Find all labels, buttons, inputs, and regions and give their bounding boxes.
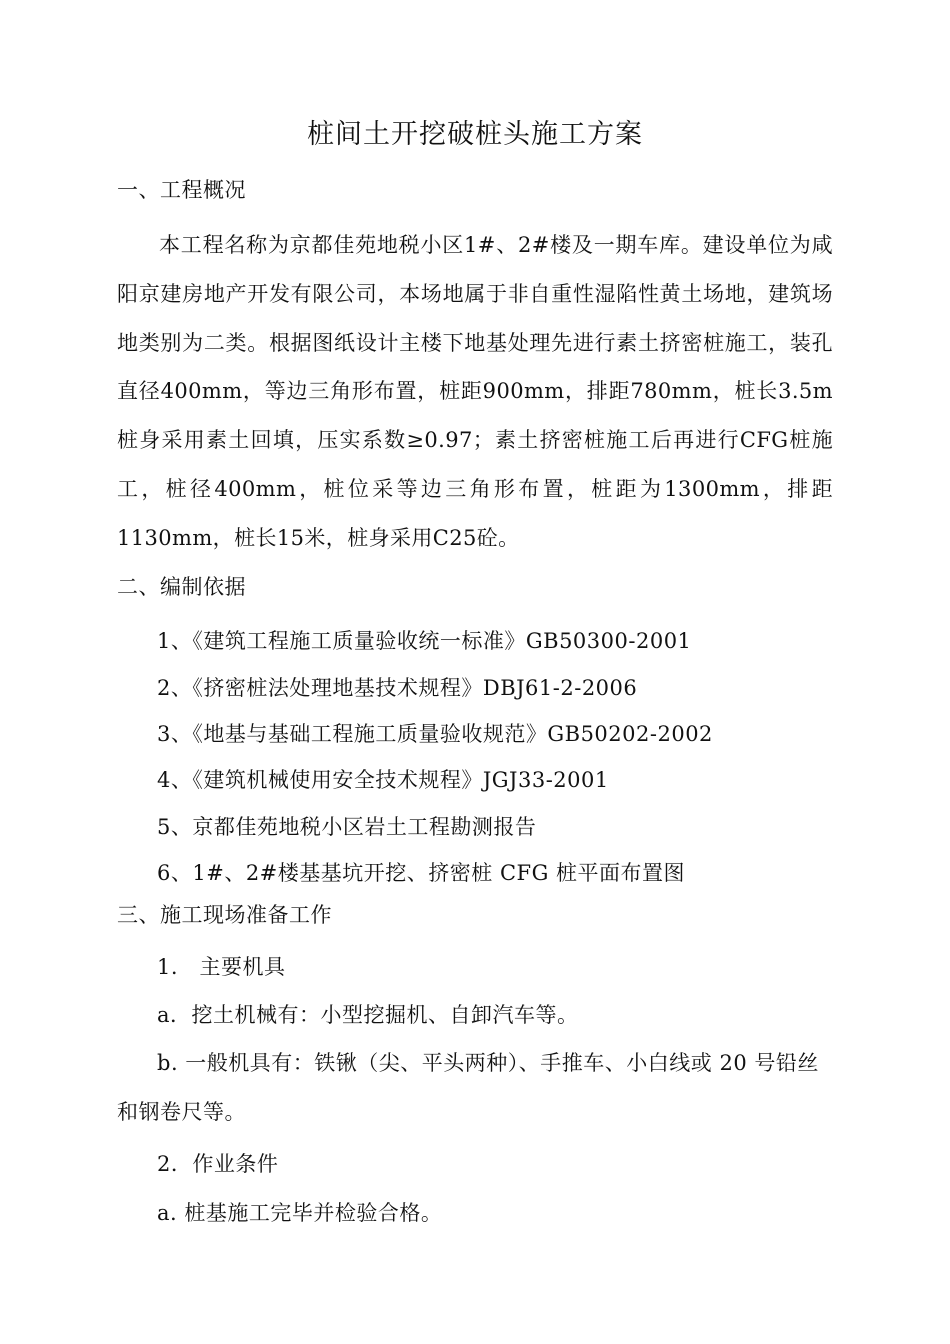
basis-item-6: 6、1#、2#楼基基坑开挖、挤密桩 CFG 桩平面布置图 bbox=[157, 861, 686, 885]
section-heading-overview: 一、工程概况 bbox=[117, 178, 246, 202]
section-heading-preparation: 三、施工现场准备工作 bbox=[117, 903, 332, 927]
equipment-item-a: a．挖土机械有：小型挖掘机、自卸汽车等。 bbox=[157, 1003, 579, 1027]
basis-item-4: 4、《建筑机械使用安全技术规程》JGJ33-2001 bbox=[157, 768, 609, 792]
subheading-work-conditions: 2．作业条件 bbox=[157, 1152, 279, 1176]
equipment-item-b-continued: 和钢卷尺等。 bbox=[117, 1100, 246, 1124]
section-heading-basis: 二、编制依据 bbox=[117, 575, 246, 599]
subheading-main-equipment: 1. 主要机具 bbox=[157, 955, 286, 979]
equipment-item-b: b. 一般机具有：铁锹（尖、平头两种）、手推车、小白线或 20 号铅丝 bbox=[157, 1051, 819, 1075]
basis-item-2: 2、《挤密桩法处理地基技术规程》DBJ61-2-2006 bbox=[157, 676, 638, 700]
document-title: 桩间土开挖破桩头施工方案 bbox=[307, 119, 643, 150]
basis-item-1: 1、《建筑工程施工质量验收统一标准》GB50300-2001 bbox=[157, 629, 692, 653]
basis-item-5: 5、京都佳苑地税小区岩土工程勘测报告 bbox=[157, 815, 537, 839]
condition-item-a: a. 桩基施工完毕并检验合格。 bbox=[157, 1201, 443, 1225]
basis-item-3: 3、《地基与基础工程施工质量验收规范》GB50202-2002 bbox=[157, 722, 713, 746]
overview-paragraph: 本工程名称为京都佳苑地税小区1#、2#楼及一期车库。建设单位为咸阳京建房地产开发有限公司，本场地属于非自重性湿陷性黄土场地，建筑场地类别为二类。根据图纸设计主楼下地基处理先进行素土挤密桩施工，装孔直径400mm，等边三角形布置，桩距900mm，排距780mm，桩长3.5m桩身采用素土回填，压实系数≥0.97；素土挤密桩施工后再进行CFG桩施工，桩径400mm，桩位采等边三角形布置，桩距为1300mm，排距1130mm，桩长15米，桩身采用C25砼。 bbox=[117, 233, 833, 550]
